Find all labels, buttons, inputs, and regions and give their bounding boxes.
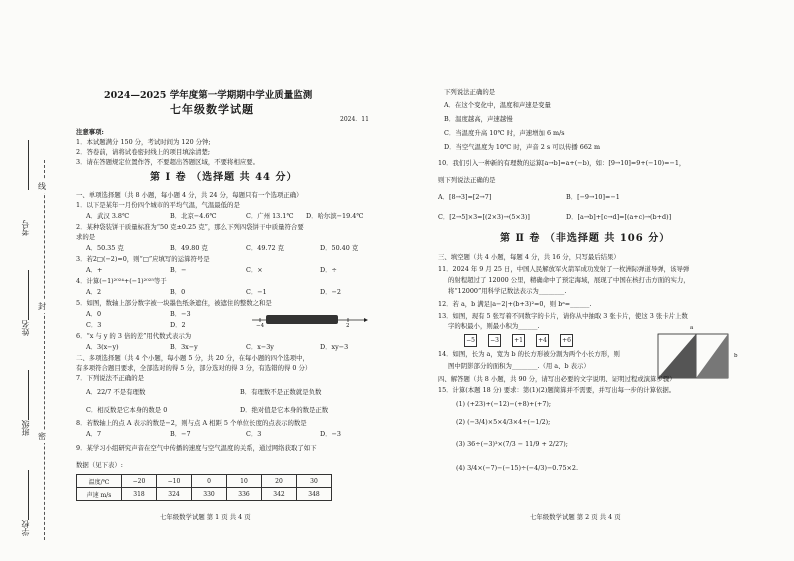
card: −3 [488, 334, 501, 347]
shaded-region-left [658, 334, 696, 378]
figure-label-a: a [690, 325, 694, 331]
table-cell: 324 [157, 488, 192, 501]
table-cell: 318 [122, 488, 157, 501]
option-4a: A．2 [86, 288, 102, 296]
question-4: 4．计算(−1)²⁰²⁴+(−1)²⁰²⁵等于 [76, 277, 167, 285]
table-cell: −20 [122, 475, 157, 488]
notice-heading: 注意事项: [76, 128, 104, 136]
option-9a: A．在这个变化中，温度和声速是变量 [444, 101, 551, 109]
question-11-cont: 的射程超过了 12000 公里，精确命中了预定海域，展现了中国在核打击方面的实力， [448, 276, 690, 284]
option-4d: D．−2 [320, 288, 341, 296]
question-6: 6．“x 与 y 的 3 倍的差”用代数式表示为 [76, 332, 192, 340]
option-8c: C．3 [246, 430, 262, 438]
part-2-heading: 第 Ⅱ 卷 （非选择题 共 106 分） [500, 233, 671, 244]
q9-statement: 下列说法正确的是 [444, 88, 496, 96]
option-9b: B．温度越高，声速越慢 [444, 115, 513, 123]
table-cell: 348 [297, 488, 332, 501]
option-2c: C．49.72 克 [246, 244, 284, 252]
option-10d: D．[a→b]+[c→d]=[(a+c)→(b+d)] [566, 213, 672, 221]
part-1-heading: 第 Ⅰ 卷 （选择题 共 44 分） [150, 172, 298, 183]
table-cell: 30 [297, 475, 332, 488]
question-3: 3．若2□(−2)=0，则“□”应填写的运算符号是 [76, 255, 210, 263]
option-6c: C．x−3y [246, 343, 274, 351]
question-14: 14．如图，长为 a，宽为 b 的长方形被分割为两个小长方形，则 [438, 350, 620, 358]
page-footer-left: 七年级数学试题 第 1 页 共 4 页 [160, 513, 251, 521]
figure-label-b: b [734, 353, 738, 359]
label-class: 班级 [21, 420, 30, 436]
seal-mark-seal: 封 [38, 302, 46, 311]
table-cell: 0 [192, 475, 227, 488]
seal-line [44, 160, 45, 540]
option-6a: A．3(x−y) [86, 343, 119, 351]
table-header-temperature: 温度/℃ [77, 475, 122, 488]
question-1: 1．以下是某年一月份四个城市的平均气温，气温最低的是 [76, 201, 240, 209]
option-10a: A．[8→3]=[2→7] [438, 193, 492, 201]
question-12: 12．若 a，b 满足|a−2|+(b+3)²=0，则 bᵃ=______. [438, 300, 592, 308]
exam-date: 2024．11 [340, 116, 369, 123]
section-4-heading: 四、解答题（共 8 小题，共 90 分，请写出必要的文字说明、证明过程或演算步骤） [438, 375, 676, 383]
question-9-cont: 数据（见下表）: [76, 461, 123, 469]
fill-line-class [28, 370, 29, 420]
fill-line-exam-number [28, 140, 29, 190]
option-9d: D．当空气温度为 10℃ 时，声音 2 s 可以传播 662 m [444, 143, 601, 151]
shaded-region-right [696, 334, 728, 378]
binding-margin [0, 0, 60, 561]
question-2-cont: 求的是 [76, 233, 96, 241]
option-3a: A．+ [86, 266, 103, 274]
table-row [77, 475, 332, 488]
notice-3: 3．请在答题规定位置作答，不要超出答题区域，不要将相应要。 [76, 158, 260, 166]
temperature-speed-table [76, 474, 332, 501]
number-line-arrow [364, 318, 368, 322]
option-7a: A．22/7 不是有理数 [86, 388, 146, 396]
option-5c: C．3 [86, 321, 102, 329]
question-7: 7．下列说法不正确的是 [76, 374, 144, 382]
fill-line-name [28, 270, 29, 320]
page-footer-right: 七年级数学试题 第 2 页 共 4 页 [530, 513, 621, 521]
option-6d: D．xy−3 [320, 343, 349, 351]
table-cell: −10 [157, 475, 192, 488]
option-10b: B．[−9→10]=−1 [566, 193, 620, 201]
option-1c: C．广州 13.1℃ [246, 212, 294, 220]
exam-subject-title: 七年级数学试题 [170, 103, 254, 116]
section-2-heading: 二、多项选择题（共 4 个小题，每小题 5 分，共 20 分，在每小题的四个选项中， [76, 354, 309, 362]
table-header-speed: 声速 m/s [77, 488, 122, 501]
option-5a: A．0 [86, 310, 102, 318]
section-2-heading-cont: 有多项符合题目要求，全部选对的得 5 分，部分选对的得 3 分，有选错的得 0 分） [76, 364, 312, 372]
option-9c: C．当温度升高 10℃ 时，声速增加 6 m/s [444, 129, 565, 137]
option-6b: B．3x−y [170, 343, 198, 351]
calc-1: (1) (+23)+(−12)−(+8)+(+7); [456, 400, 552, 408]
table-cell: 20 [262, 475, 297, 488]
notice-1: 1．本试题满分 150 分，考试时间为 120 分钟; [76, 138, 211, 146]
table-cell: 10 [227, 475, 262, 488]
table-cell: 330 [192, 488, 227, 501]
option-8a: A．7 [86, 430, 102, 438]
exam-title: 2024—2025 学年度第一学期期中学业质量监测 [104, 90, 313, 101]
card: −5 [464, 334, 477, 347]
table-row [77, 488, 332, 501]
question-10-cont: 则下列说法正确的是 [438, 176, 496, 184]
option-8d: D．−3 [320, 430, 341, 438]
label-name: 姓名 [21, 320, 30, 336]
question-14-cont: 图中阴影部分的面积为________.（用 a、b 表示） [448, 362, 590, 370]
card: +6 [560, 334, 573, 347]
question-11-blank: 将“12000”用科学记数法表示为________. [448, 287, 567, 295]
question-13: 13．如图，现有 5 张写着不同数字的卡片，请你从中抽取 3 张卡片，使这 3 张卡片上数 [438, 312, 688, 320]
option-10c: C．[2→5]×3=[(2×3)→(5×3)] [438, 213, 530, 221]
number-line-left-label: −4 [256, 323, 265, 329]
option-3c: C．× [246, 266, 263, 274]
question-8: 8．若数轴上的点 A 表示的数是−2，则与点 A 相距 5 个单位长度的点表示的数是 [76, 419, 307, 427]
question-11: 11．2024 年 9 月 25 日，中国人民解放军火箭军成功发射了一枚洲际弹道导弹，该导弹 [438, 265, 690, 273]
option-5b: B．−3 [170, 310, 191, 318]
option-1b: B．北京−4.6℃ [170, 212, 217, 220]
option-2a: A．50.35 克 [86, 244, 124, 252]
number-line-figure [248, 312, 368, 326]
question-15: 15．计算(本题 18 分) 要求：第(1)(2)题简算并不需要，并写出每一步的计算依据。 [438, 386, 676, 394]
option-2d: D．50.40 克 [320, 244, 359, 252]
seal-mark-line: 线 [38, 182, 46, 191]
question-10: 10．我们引入一种新的有理数的运算[a→b]=a+(−b)，如：[9→10]=9+(−10)=−1， [438, 159, 686, 167]
table-cell: 336 [227, 488, 262, 501]
section-1-heading: 一、单项选择题（共 8 小题，每小题 4 分，共 24 分，每题只有一个选项正确） [76, 191, 303, 199]
calc-4: (4) 3/4×(−7)−(−15)÷(−4/3)−0.75×2. [456, 464, 578, 472]
number-line-right-label: 2 [346, 323, 350, 329]
ink-strip [266, 315, 338, 324]
card: +4 [536, 334, 549, 347]
option-7b: B．有理数不是正数就是负数 [240, 388, 322, 396]
label-exam-number: 考号 [21, 220, 30, 236]
question-2: 2．某种袋装饼干质量标准为“50 克±0.25 克”，那么下列四袋饼干中质量符合要 [76, 223, 304, 231]
option-3b: B．− [170, 266, 187, 274]
option-3d: D．÷ [320, 266, 337, 274]
option-7d: D．绝对值是它本身的数是正数 [240, 406, 329, 414]
question-9: 9．某学习小组研究声音在空气中传播的速度与空气温度的关系，通过网络获取了如下 [76, 444, 317, 452]
option-1a: A．武汉 3.8℃ [86, 212, 130, 220]
option-1d: D．哈尔滨−19.4℃ [306, 212, 364, 220]
calc-2: (2) (−3/4)×5×4/3×4÷(−1/2); [456, 418, 551, 426]
option-5d: D．2 [170, 321, 186, 329]
table-cell: 342 [262, 488, 297, 501]
label-school: 学校 [21, 520, 30, 536]
calc-3: (3) 36÷(−3)³×(7/3 − 11/9 + 2/27); [456, 440, 568, 448]
rectangle-figure [656, 328, 732, 382]
card: +1 [512, 334, 525, 347]
section-3-heading: 三、填空题（共 4 小题，每题 4 分，共 16 分，只写最后结果） [438, 253, 620, 261]
option-2b: B．49.80 克 [170, 244, 208, 252]
fill-line-school [28, 470, 29, 520]
seal-mark-dense: 密 [38, 432, 46, 441]
option-4b: B．0 [170, 288, 186, 296]
option-8b: B．−7 [170, 430, 191, 438]
option-7c: C．相反数是它本身的数是 0 [86, 406, 168, 414]
question-5: 5．如图，数轴上部分数字被一块墨色纸条遮住，被遮住的整数之和是 [76, 299, 272, 307]
option-4c: C．−1 [246, 288, 267, 296]
notice-2: 2．答卷前，请将试卷密封线上的项目填涂清楚; [76, 148, 211, 156]
question-13-cont: 字的积最小，则最小积为______. [448, 322, 540, 330]
